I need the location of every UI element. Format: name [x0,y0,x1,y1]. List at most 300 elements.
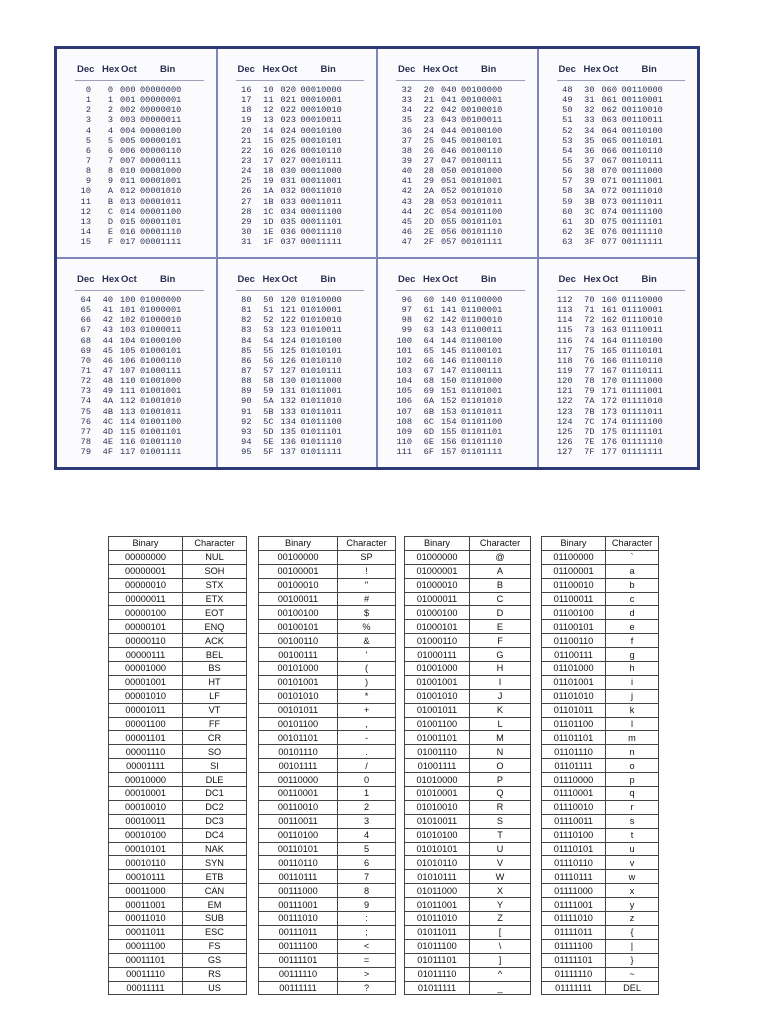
table-row [218,407,377,417]
character-value: ~ [606,967,659,981]
hex-value: 64 [423,335,434,346]
character-value: W [470,870,531,884]
table-row [405,787,531,801]
header-oct: Oct [281,64,298,75]
oct-value: 010 [120,166,136,177]
character-value: ACK [183,634,247,648]
oct-value: 124 [280,335,296,346]
dec-value: 58 [562,186,573,197]
table-row [109,842,247,856]
table-row [539,407,698,417]
binary-value: 01100000 [542,550,606,564]
header-binary: Binary [405,537,470,551]
bin-value: 00000011 [140,115,182,126]
hex-value: 7D [584,426,595,437]
binary-value: 00010111 [109,870,183,884]
character-value: SI [183,759,247,773]
oct-value: 053 [441,196,457,207]
hex-value: 39 [584,176,595,187]
binary-value: 00111111 [259,981,338,995]
dec-value: 63 [562,237,573,248]
oct-value: 054 [441,206,457,217]
oct-value: 046 [441,145,457,156]
table-row [109,800,247,814]
oct-value: 143 [441,325,457,336]
character-value: 9 [338,898,396,912]
binary-value: 01111011 [542,925,606,939]
oct-value: 000 [120,85,136,95]
bin-value: 01001110 [140,436,182,447]
oct-value: 115 [120,426,136,437]
oct-value: 024 [280,125,296,136]
oct-value: 062 [601,105,617,116]
hex-value: 13 [263,115,274,126]
table-row [57,197,216,207]
binary-value: 00011100 [109,939,183,953]
hex-value: 7 [107,155,113,166]
table-row [378,95,537,105]
bin-value: 01001001 [140,386,182,397]
bin-value: 00000001 [140,95,182,106]
hex-value: 54 [263,335,274,346]
bin-value: 00000100 [140,125,182,136]
hex-value: 36 [584,145,595,156]
bin-value: 00011010 [300,186,342,197]
table-row [259,814,396,828]
hex-value: 22 [423,105,434,116]
table-row [539,305,698,315]
character-value: i [606,675,659,689]
table-row [109,759,247,773]
table-row [259,564,396,578]
hex-value: 48 [102,376,113,387]
table-row [539,227,698,237]
oct-value: 050 [441,166,457,177]
bin-value: 01001010 [140,396,182,407]
dec-value: 78 [80,436,91,447]
table-row [109,717,247,731]
binary-value: 01110010 [542,800,606,814]
table-row [218,427,377,437]
table-row [259,675,396,689]
character-value: p [606,773,659,787]
table-row [378,217,537,227]
character-value: v [606,856,659,870]
bin-value: 00100101 [461,135,503,146]
hex-value: 35 [584,135,595,146]
table-row [405,759,531,773]
dec-value: 100 [396,335,412,346]
header-character: Character [470,537,531,551]
bin-value: 00001100 [140,206,182,217]
dec-value: 75 [80,406,91,417]
binary-value: 01101011 [542,703,606,717]
oct-value: 064 [601,125,617,136]
bin-value: 01010000 [300,295,342,305]
table-row [57,315,216,325]
dec-value: 33 [401,95,412,106]
binary-value: 00010001 [109,787,183,801]
char-table-header-row [259,537,396,551]
table-row [378,336,537,346]
oct-value: 011 [120,176,136,187]
table-row [405,675,531,689]
bin-value: 00001101 [140,216,182,227]
table-row [259,745,396,759]
table-row [542,898,659,912]
char-table-header-row [405,537,531,551]
oct-value: 172 [601,396,617,407]
oct-value: 177 [601,447,617,458]
binary-value: 00000011 [109,592,183,606]
dec-value: 120 [557,376,573,387]
table-row [109,662,247,676]
bin-value: 01011100 [300,416,342,427]
character-value: o [606,759,659,773]
header-oct: Oct [121,274,137,285]
oct-value: 074 [601,206,617,217]
binary-value: 00111101 [259,953,338,967]
oct-value: 043 [441,115,457,126]
hex-value: 41 [102,305,113,316]
oct-value: 101 [120,305,136,316]
table-row [218,366,377,376]
dec-value: 7 [85,155,91,166]
bin-value: 01000011 [140,325,182,336]
dec-value: 11 [80,196,91,207]
table-row [259,828,396,842]
dec-value: 53 [562,135,573,146]
table-row [542,925,659,939]
oct-value: 171 [601,386,617,397]
character-value: < [338,939,396,953]
table-row [109,731,247,745]
oct-value: 045 [441,135,457,146]
dec-value: 35 [401,115,412,126]
char-table-header-row [542,537,659,551]
numeric-panel-header [378,274,537,288]
character-value: G [470,648,531,662]
header-rule [557,80,686,81]
hex-value: 57 [263,365,274,376]
table-row [542,967,659,981]
hex-value: 2D [423,216,434,227]
table-row [378,146,537,156]
table-row [539,156,698,166]
table-row [218,85,377,95]
table-row [218,447,377,457]
hex-value: 51 [263,305,274,316]
character-value: b [606,578,659,592]
table-row [109,953,247,967]
oct-value: 162 [601,315,617,326]
character-value: GS [183,953,247,967]
binary-value: 01000100 [405,606,470,620]
hex-value: 11 [263,95,274,106]
binary-value: 00101100 [259,717,338,731]
oct-value: 165 [601,345,617,356]
character-value: DEL [606,981,659,995]
table-row [57,386,216,396]
bin-value: 01010001 [300,305,342,316]
header-dec: Dec [77,64,95,75]
hex-value: 52 [263,315,274,326]
table-row [539,315,698,325]
bin-value: 01000000 [140,295,182,305]
table-row [57,295,216,305]
oct-value: 031 [280,176,296,187]
hex-value: 65 [423,345,434,356]
table-row [109,814,247,828]
binary-value: 00111001 [259,898,338,912]
character-value: Y [470,898,531,912]
hex-value: C [107,206,113,217]
character-value: K [470,703,531,717]
hex-value: 3C [584,206,595,217]
oct-value: 147 [441,365,457,376]
binary-value: 01111100 [542,939,606,953]
table-row [109,648,247,662]
hex-value: 1B [263,196,274,207]
dec-value: 21 [241,135,252,146]
dec-value: 39 [401,155,412,166]
table-row [259,842,396,856]
character-value: BEL [183,648,247,662]
dec-value: 32 [401,85,412,95]
hex-value: 59 [263,386,274,397]
oct-value: 175 [601,426,617,437]
bin-value: 01100101 [461,345,503,356]
table-row [259,870,396,884]
character-value: H [470,662,531,676]
table-row [259,967,396,981]
oct-value: 042 [441,105,457,116]
table-row [539,207,698,217]
table-row [218,396,377,406]
binary-value: 01101101 [542,731,606,745]
dec-value: 119 [557,365,573,376]
character-value: j [606,689,659,703]
hex-value: F [107,237,113,248]
table-row [405,703,531,717]
hex-value: 2E [423,226,434,237]
dec-value: 92 [241,416,252,427]
oct-value: 146 [441,355,457,366]
table-row [57,427,216,437]
oct-value: 176 [601,436,617,447]
dec-value: 94 [241,436,252,447]
oct-value: 035 [280,216,296,227]
binary-value: 01011011 [405,925,470,939]
oct-value: 034 [280,206,296,217]
dec-value: 85 [241,345,252,356]
table-row [378,305,537,315]
binary-value: 01011110 [405,967,470,981]
bin-value: 00111101 [621,216,663,227]
bin-value: 01011101 [300,426,342,437]
binary-value: 00100101 [259,620,338,634]
table-row [542,620,659,634]
character-value: > [338,967,396,981]
hex-value: 5 [107,135,113,146]
hex-value: 9 [107,176,113,187]
hex-value: 49 [102,386,113,397]
dec-value: 13 [80,216,91,227]
bin-value: 00110001 [621,95,663,106]
numeric-panel [539,259,698,467]
binary-value: 01100010 [542,578,606,592]
hex-value: 42 [102,315,113,326]
binary-value: 01010010 [405,800,470,814]
dec-value: 121 [557,386,573,397]
character-value: US [183,981,247,995]
oct-value: 075 [601,216,617,227]
bin-value: 00111000 [621,166,663,177]
oct-value: 023 [280,115,296,126]
dec-value: 96 [401,295,412,305]
bin-value: 01010011 [300,325,342,336]
oct-value: 027 [280,155,296,166]
hex-value: 10 [263,85,274,95]
bin-value: 00011000 [300,166,342,177]
bin-value: 00100010 [461,105,503,116]
binary-value: 01110101 [542,842,606,856]
oct-value: 057 [441,237,457,248]
oct-value: 164 [601,335,617,346]
oct-value: 103 [120,325,136,336]
bin-value: 01110110 [621,355,663,366]
oct-value: 120 [280,295,296,305]
dec-value: 76 [80,416,91,427]
hex-value: 46 [102,355,113,366]
hex-value: 60 [423,295,434,305]
character-value: k [606,703,659,717]
character-value: [ [470,925,531,939]
hex-value: 19 [263,176,274,187]
dec-value: 37 [401,135,412,146]
dec-value: 111 [396,447,412,458]
dec-value: 97 [401,305,412,316]
hex-value: 25 [423,135,434,146]
binary-value: 01011001 [405,898,470,912]
bin-value: 01100001 [461,305,503,316]
bin-value: 01001111 [140,447,182,458]
character-value: z [606,912,659,926]
bin-value: 00101001 [461,176,503,187]
binary-value: 01100101 [542,620,606,634]
numeric-panel-header [57,64,216,78]
table-row [405,925,531,939]
bin-value: 00011001 [300,176,342,187]
numeric-panel-header [539,64,698,78]
header-rule [236,80,365,81]
dec-value: 34 [401,105,412,116]
oct-value: 150 [441,376,457,387]
oct-value: 041 [441,95,457,106]
table-row [259,787,396,801]
bin-value: 01111010 [621,396,663,407]
bin-value: 00111110 [621,226,663,237]
character-value: g [606,648,659,662]
header-hex: Hex [262,64,280,75]
oct-value: 021 [280,95,296,106]
binary-value: 01000110 [405,634,470,648]
oct-value: 061 [601,95,617,106]
dec-value: 81 [241,305,252,316]
hex-value: 79 [584,386,595,397]
dec-value: 27 [241,196,252,207]
binary-value: 01011111 [405,981,470,995]
oct-value: 126 [280,355,296,366]
table-row [218,126,377,136]
table-row [405,898,531,912]
bin-value: 00010000 [300,85,342,95]
table-row [218,417,377,427]
table-row [218,115,377,125]
character-value: ) [338,675,396,689]
character-value: SYN [183,856,247,870]
table-row [109,898,247,912]
header-bin: Bin [641,64,657,75]
binary-value: 01101111 [542,759,606,773]
bin-value: 00011110 [300,226,342,237]
character-value: # [338,592,396,606]
bin-value: 00000110 [140,145,182,156]
oct-value: 073 [601,196,617,207]
oct-value: 110 [120,376,136,387]
numeric-panel [539,49,698,257]
hex-value: 23 [423,115,434,126]
binary-value: 00011111 [109,981,183,995]
header-oct: Oct [602,274,619,285]
bin-value: 00101011 [461,196,503,207]
oct-value: 112 [120,396,136,407]
table-row [539,427,698,437]
character-value: SUB [183,912,247,926]
binary-value: 00110011 [259,814,338,828]
oct-value: 130 [280,376,296,387]
dec-value: 89 [241,386,252,397]
bin-value: 01101110 [461,436,503,447]
oct-value: 174 [601,416,617,427]
hex-value: 24 [423,125,434,136]
hex-value: 20 [423,85,434,95]
character-value: 7 [338,870,396,884]
oct-value: 135 [280,426,296,437]
bin-value: 00010010 [300,105,342,116]
table-row [57,366,216,376]
table-row [405,592,531,606]
hex-value: 5B [263,406,274,417]
header-binary: Binary [259,537,338,551]
bin-value: 00110101 [621,135,663,146]
header-dec: Dec [77,274,95,285]
numeric-panel-header [218,274,377,288]
bin-value: 01010010 [300,315,342,326]
oct-value: 105 [120,345,136,356]
table-row [259,578,396,592]
header-character: Character [183,537,247,551]
table-row [109,592,247,606]
table-row [542,592,659,606]
binary-value: 01010000 [405,773,470,787]
oct-value: 163 [601,325,617,336]
table-row [57,437,216,447]
table-row [542,578,659,592]
table-row [405,773,531,787]
hex-value: A [107,186,113,197]
hex-value: 2F [423,237,434,248]
